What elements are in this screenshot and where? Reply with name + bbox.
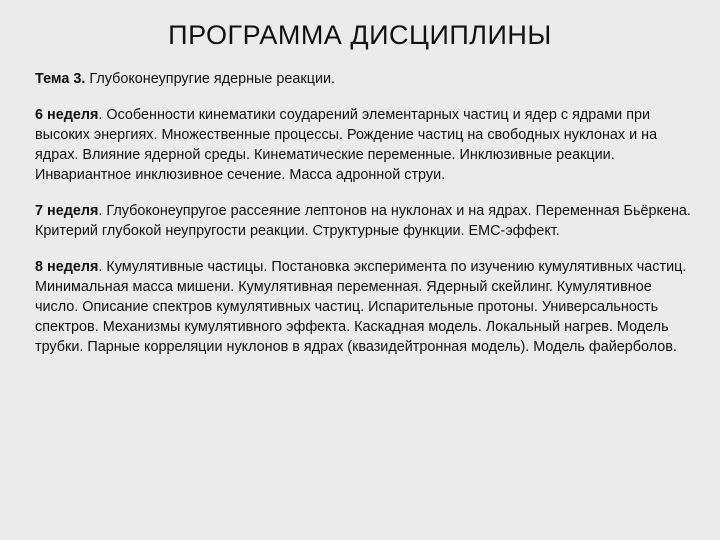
week-8-label: 8 неделя [35,259,99,275]
week-7-text: . Глубоконеупругое рассеяние лептонов на нуклонах и на ядрах. Переменная Бьёркена. Критерий глубокой неупругости реакции. Структурные функции. ЕМС-эффект. [35,203,691,239]
slide-title: ПРОГРАММА ДИСЦИПЛИНЫ [168,20,552,50]
week-6-label: 6 неделя [35,107,99,123]
topic-paragraph [35,69,695,89]
week-8-paragraph [35,257,695,357]
week-7-label: 7 неделя [35,203,99,219]
topic-label: Тема 3. [35,71,86,87]
week-6-text: . Особенности кинематики соударений элементарных частиц и ядер с ядрами при высоких энергиях. Множественные процессы. Рождение частиц на свободных нуклонах и на ядрах. Влияние ядерной среды. Кинематические переменные. Инклюзивные реакции. Инвариантное инклюзивное сечение. Масса адронной струи. [35,107,658,183]
week-8-text: . Кумулятивные частицы. Постановка эксперимента по изучению кумулятивных частиц. Минимальная масса мишени. Кумулятивная переменная. Ядерный скейлинг. Кумулятивное число. Описание спектров кумулятивных частиц. Испарительные протоны. Универсальность спектров. Механизмы кумулятивного эффекта. Каскадная модель. Локальный нагрев. Модель трубки. Парные корреляции нуклонов в ядрах (квазидейтронная модель). Модель файерболов. [35,259,687,355]
topic-text: Глубоконеупругие ядерные реакции. [85,71,336,87]
slide-content [35,69,695,373]
week-6-paragraph [35,105,695,185]
week-7-paragraph [35,201,695,241]
